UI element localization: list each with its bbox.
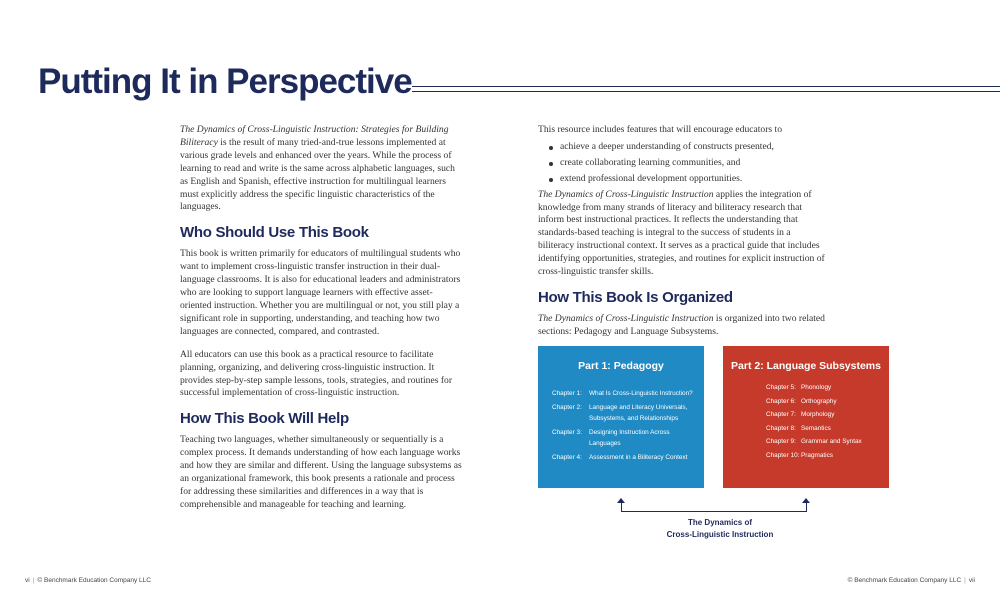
chapter-number: Chapter 8:: [766, 424, 796, 432]
how-organized-heading: How This Book Is Organized: [538, 288, 733, 306]
right-column: [538, 124, 828, 349]
part1-title: Part 1: Pedagogy: [578, 360, 664, 372]
chapter-title: What Is Cross-Linguistic Instruction?: [589, 390, 693, 397]
chapter-row: [766, 450, 881, 461]
chapter-number: Chapter 10:: [766, 451, 800, 459]
diagram-caption-line: Cross-Linguistic Instruction: [666, 530, 774, 539]
chapter-row: [766, 423, 881, 434]
chapter-number: Chapter 7:: [766, 411, 796, 418]
features-list-item: create collaborating learning communities, and: [538, 157, 828, 170]
chapter-title: Phonology: [801, 384, 832, 391]
intro-text: is the result of many tried-and-true lessons implemented at various grade levels and enhanced over the years. While the process of learning to read and write is the same across alphabetic languages, such as English and Spanish, effective instruction for multilingual learners must explicitly address the specific linguistic characteristics of the languages.: [180, 136, 455, 213]
footer-right: [848, 577, 975, 584]
chapter-title: Designing Instruction Across Languages: [589, 429, 670, 447]
how-will-help-heading: How This Book Will Help: [180, 410, 349, 428]
copyright: © Benchmark Education Company LLC: [37, 577, 151, 584]
book-title-italic: The Dynamics of Cross-Linguistic Instruction: Strategies for Building Biliteracy: [180, 124, 449, 148]
footer-separator: |: [32, 577, 35, 584]
chapter-row: [766, 382, 881, 393]
who-paragraph-2: All educators can use this book as a practical resource to facilitate planning, organizing, and delivering cross-linguistic instruction. It provides step-by-step sample lessons, tools, strategies, and routines for successful implementation of cross-linguistic instruction.: [180, 348, 453, 399]
part1-pedagogy-box: [538, 346, 704, 488]
arrow-up-icon: [617, 498, 625, 503]
part2-language-subsystems-box: [723, 346, 889, 488]
chapter-number: Chapter 2:: [552, 404, 582, 411]
arrow-up-icon: [802, 498, 810, 503]
chapter-number: Chapter 5:: [766, 384, 796, 391]
features-list: [538, 141, 828, 186]
footer-separator: |: [964, 577, 966, 584]
chapter-number: Chapter 4:: [552, 454, 582, 461]
organized-text: is organized into two related sections: Pedagogy and Language Subsystems.: [538, 312, 825, 337]
page-number: vi: [25, 577, 30, 584]
copyright: © Benchmark Education Company LLC: [847, 577, 962, 584]
chapter-number: Chapter 3:: [552, 429, 582, 436]
chapter-row: [766, 436, 881, 447]
chapter-title: Semantics: [801, 424, 831, 432]
chapter-number: Chapter 6:: [766, 397, 796, 405]
who-paragraph-1: This book is written primarily for educators of multilingual students who want to implement cross-linguistic transfer instruction in their dual-language classrooms. It is also for educational leaders and administrators who are looking to support language learners with effective asset-oriented instruction. Whether you are multilingual or not, you still play a significant role in supporting, understanding, and teaching how two languages are connected, compared, and contrasted.: [180, 248, 461, 337]
features-list-item: achieve a deeper understanding of constructs presented,: [538, 141, 828, 154]
applies-text: applies the integration of knowledge from many strands of literacy and biliteracy research that inform best instructional practices. It reflects the understanding that standards-based teaching is integral to the success of students in a biliteracy instructional context. It serves as a practical guide that includes identifying opportunities, strategies, and routines for explicit instruction of cross-linguistic transfer skills.: [538, 188, 825, 278]
left-column: [180, 124, 463, 522]
chapter-title: Morphology: [801, 411, 835, 418]
chapter-title: Grammar and Syntax: [801, 438, 862, 445]
chapter-row: [766, 396, 881, 407]
organized-paragraph: [538, 313, 828, 339]
chapter-row: [552, 427, 696, 449]
page-title: Putting It in Perspective: [38, 62, 412, 101]
chapter-row: [766, 409, 881, 420]
part2-title: Part 2: Language Subsystems: [731, 360, 881, 372]
chapter-number: Chapter 1:: [552, 390, 582, 397]
chapter-row: [552, 452, 696, 463]
page-number: vii: [968, 577, 975, 584]
features-intro: This resource includes features that will encourage educators to: [538, 124, 783, 135]
chapter-row: [552, 388, 696, 399]
applies-paragraph: [538, 189, 828, 279]
chapter-title: Pragmatics: [801, 451, 833, 459]
book-title-italic: The Dynamics of Cross-Linguistic Instruction: [538, 188, 714, 200]
book-title-italic: The Dynamics of Cross-Linguistic Instruction: [538, 312, 714, 324]
diagram-caption: [620, 517, 820, 541]
features-list-item: extend professional development opportunities.: [538, 173, 828, 186]
intro-paragraph: [180, 124, 463, 214]
footer-left: [25, 577, 151, 584]
title-double-rule: [412, 86, 1000, 92]
who-should-use-heading: Who Should Use This Book: [180, 224, 369, 242]
diagram-connector-bracket: [621, 501, 807, 512]
diagram-caption-line: The Dynamics of: [687, 518, 752, 527]
chapter-number: Chapter 9:: [766, 438, 796, 445]
help-paragraph: Teaching two languages, whether simultaneously or sequentially is a complex process. It demands understanding of how each language works and how they are similar and different. Using the language subsystems as an organizational framework, this book presents a rationale and process for addressing these similarities and differences in a way that is comprehensible and manageable for teaching and learning.: [180, 434, 462, 510]
chapter-title: Language and Literacy Universals, Subsystems, and Relationships: [589, 404, 688, 422]
chapter-title: Assessment in a Biliteracy Context: [589, 454, 688, 461]
chapter-row: [552, 402, 696, 424]
chapter-title: Orthography: [801, 397, 837, 405]
